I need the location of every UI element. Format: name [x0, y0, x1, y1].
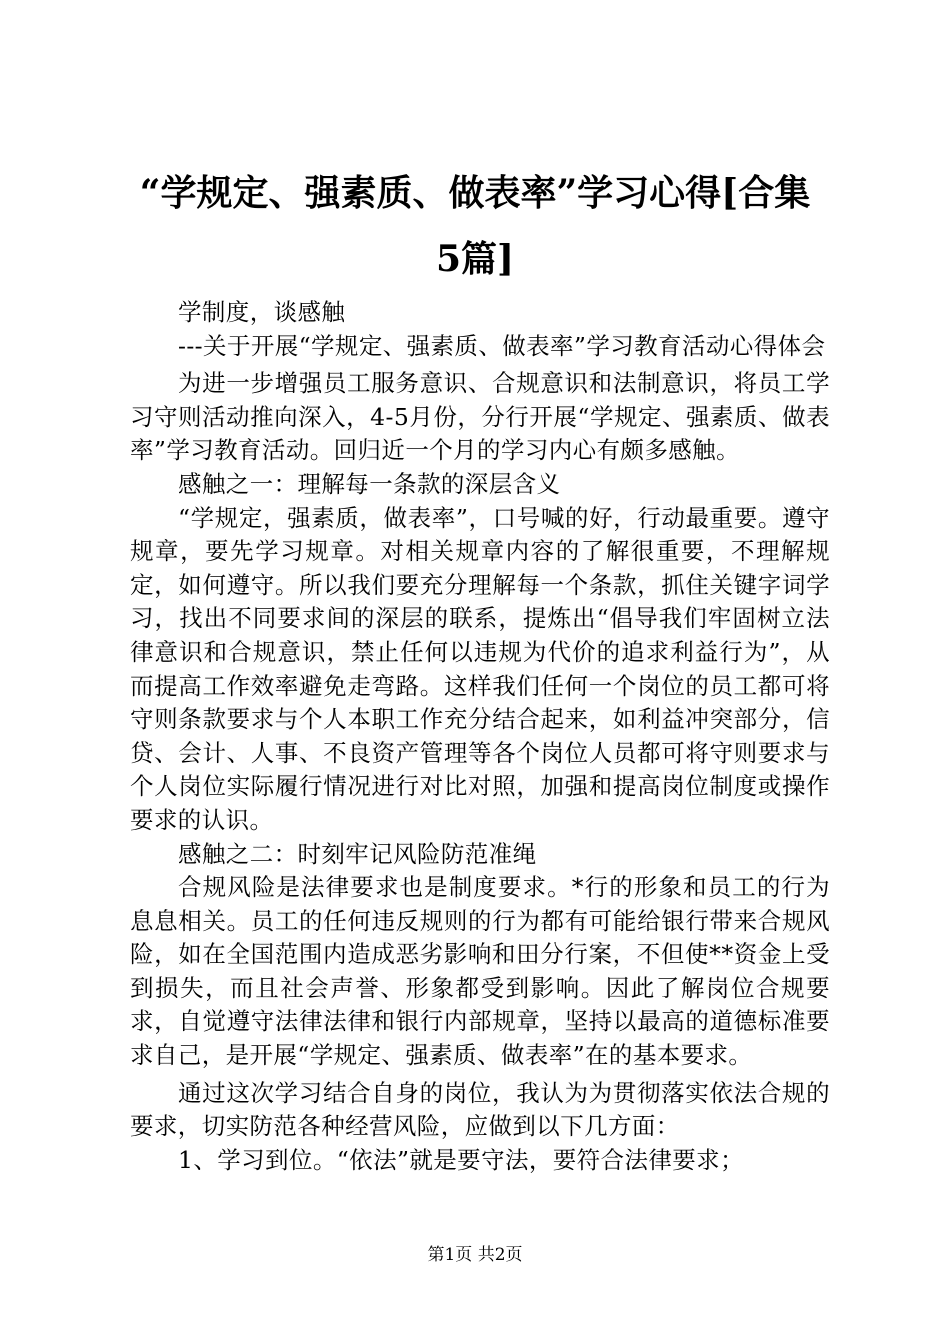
- section-paragraph-2: 合规风险是法律要求也是制度要求。*行的形象和员工的行为息息相关。员工的任何违反规则的行为都有可能给银行带来合规风险，如在全国范围内造成恶劣影响和田分行案，不但使**资金上受到损失，而且社会声誉、形象都受到影响。因此了解岗位合规要求，自觉遵守法律法律和银行内部规章，坚持以最高的道德标准要求自己，是开展“学规定、强素质、做表率”在的基本要求。: [130, 873, 830, 1070]
- page-number-footer: 第1页 共2页: [427, 1245, 523, 1265]
- intro-paragraph: 为进一步增强员工服务意识、合规意识和法制意识，将员工学习守则活动推向深入，4-5月份，分行开展“学规定、强素质、做表率”学习教育活动。回归近一个月的学习内心有颇多感触。: [130, 369, 830, 465]
- document-title-line-2: 5篇]: [435, 238, 515, 280]
- document-title: [100, 160, 850, 292]
- document-body: [130, 296, 830, 1177]
- list-item-1: 1、学习到位。“依法”就是要守法，要符合法律要求；: [178, 1145, 744, 1174]
- document-title-line-1: “学规定、强素质、做表率”学习心得[合集: [139, 172, 811, 214]
- subtitle-heading: 学制度，谈感触: [178, 298, 346, 326]
- summary-paragraph: 通过这次学习结合自身的岗位，我认为为贯彻落实依法合规的要求，切实防范各种经营风险，应做到以下几方面：: [130, 1078, 830, 1141]
- section-heading-2: 感触之二：时刻牢记风险防范准绳: [178, 839, 537, 868]
- subtitle-note: ---关于开展“学规定、强素质、做表率”学习教育活动心得体会: [178, 331, 826, 360]
- section-heading-1: 感触之一：理解每一条款的深层含义: [178, 469, 561, 498]
- section-paragraph-1: “学规定，强素质，做表率”，口号喊的好，行动最重要。遵守规章，要先学习规章。对相关规章内容的了解很重要，不理解规定，如何遵守。所以我们要充分理解每一个条款，抓住关键字词学习，找出不同要求间的深层的联系，提炼出“倡导我们牢固树立法律意识和合规意识，禁止任何以违规为代价的追求利益行为”，从而提高工作效率避免走弯路。这样我们任何一个岗位的员工都可将守则条款要求与个人本职工作充分结合起来，如利益冲突部分，信贷、会计、人事、不良资产管理等各个岗位人员都可将守则要求与个人岗位实际履行情况进行对比对照，加强和提高岗位制度或操作要求的认识。: [130, 503, 830, 834]
